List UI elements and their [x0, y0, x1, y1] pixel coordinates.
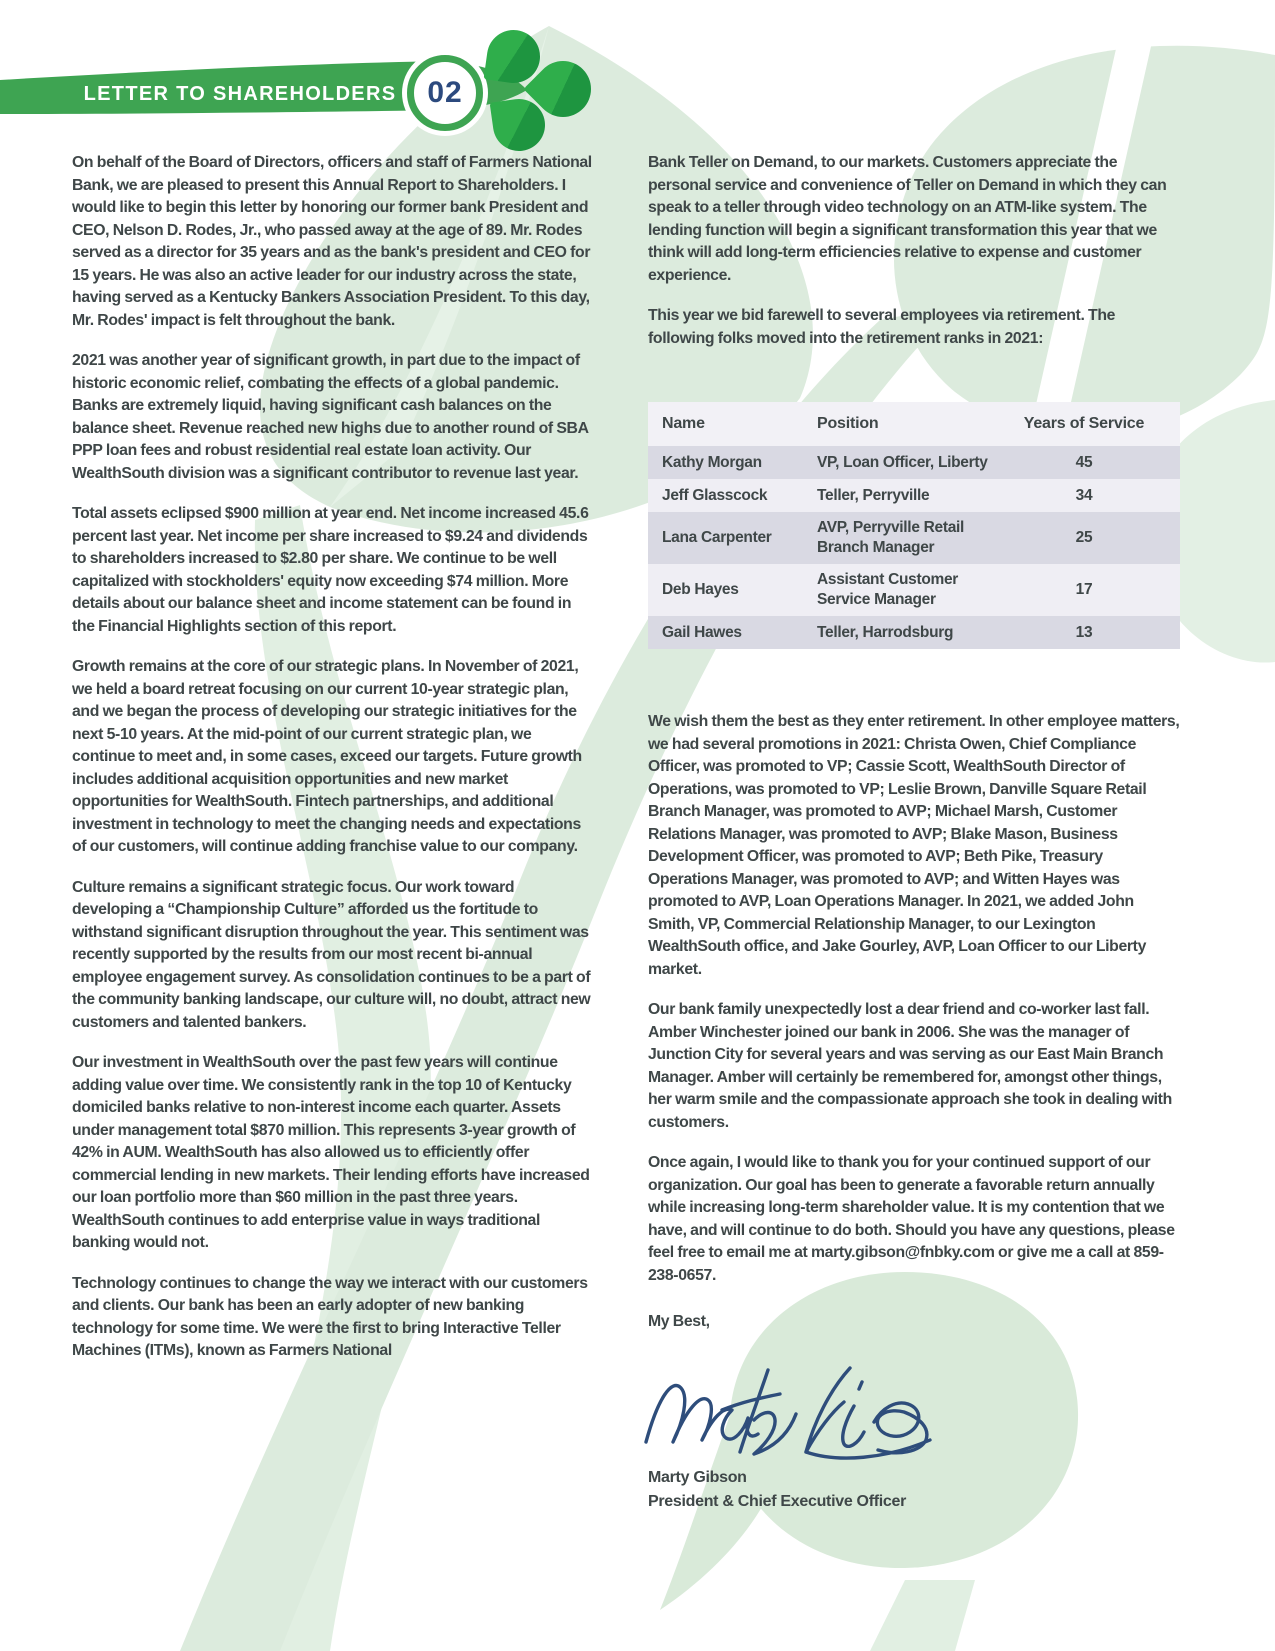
paragraph: This year we bid farewell to several employees via retirement. The following folks moved into the retirement ranks in 2021: [648, 307, 1116, 347]
table-header-row [648, 402, 1180, 446]
closing-text: or give me a call at [994, 1244, 1134, 1261]
years-cell: 25 [998, 512, 1180, 564]
paragraph: Growth remains at the core of our strategic plans. In November of 2021, we held a board retreat focusing on our current 10-year strategic plan, and we began the process of developing our strategic initiatives for the next 5-10 years. At the mid-point of our current strategic plan, we continue to meet and, in some cases, exceed our targets. Future growth includes additional acquisition opportunities and new market opportunities for WealthSouth. Fintech partnerships, and additional investment in technology to meet the changing needs and expectations of our customers, will continue adding franchise value to our company. [72, 658, 582, 855]
position-cell: Teller, Perryville [803, 479, 998, 512]
column-header-years-of-service: Years of Service [998, 402, 1180, 446]
page-number: 02 [427, 76, 463, 109]
paragraph: 2021 was another year of significant growth, in part due to the impact of historic economic relief, combating the effects of a global pandemic. Banks are extremely liquid, having significant cash balances on the balance sheet. Revenue reached new highs due to another round of SBA PPP loan fees and robust residential real estate loan activity. Our WealthSouth division was a significant contributor to revenue last year. [72, 352, 589, 482]
signatory-name: Marty Gibson [648, 1468, 747, 1486]
name-cell: Lana Carpenter [648, 512, 803, 564]
retirement-table [648, 402, 1180, 649]
closing-text: Once again, I would like to thank you for your continued support of our organization. Our goal has been to generate a favorable return annually while increasing long-term shareholder value. It is my contention that we have, and will continue to do both. Should you have any questions, please feel free to email me at [648, 1154, 1175, 1261]
right-column [648, 152, 1180, 1514]
name-cell: Gail Hawes [648, 616, 803, 649]
signatory-title: President & Chief Executive Officer [648, 1492, 907, 1510]
column-header-name: Name [648, 402, 803, 446]
years-cell: 45 [998, 446, 1180, 479]
years-cell: 34 [998, 479, 1180, 512]
paragraph: On behalf of the Board of Directors, officers and staff of Farmers National Bank, we are pleased to present this Annual Report to Shareholders. I would like to begin this letter by honoring our former bank President and CEO, Nelson D. Rodes, Jr., who passed away at the age of 89. Mr. Rodes served as a director for 35 years and as the bank's president and CEO for 15 years. He was also an active leader for our industry across the state, having served as a Kentucky Bankers Association President. To this day, Mr. Rodes' impact is felt throughout the bank. [72, 154, 592, 329]
table-row [648, 446, 1180, 479]
table-row [648, 616, 1180, 649]
table-row [648, 479, 1180, 512]
years-cell: 17 [998, 564, 1180, 616]
paragraph: Total assets eclipsed $900 million at year end. Net income increased 45.6 percent last year. Net income per share increased to $9.24 and dividends to shareholders increased to $2.80 per share. We continue to be well capitalized with stockholders' equity now exceeding $74 million. More details about our balance sheet and income statement can be found in the Financial Highlights section of this report. [72, 505, 589, 635]
valediction: My Best, [648, 1313, 710, 1330]
years-cell: 13 [998, 616, 1180, 649]
phone-number: 859-238-0657 [648, 1244, 1164, 1284]
name-cell: Deb Hayes [648, 564, 803, 616]
closing-text: . [711, 1266, 717, 1284]
table-row [648, 564, 1180, 616]
paragraph: Bank Teller on Demand, to our markets. Customers appreciate the personal service and convenience of Teller on Demand in which they can speak to a teller through video technology on an ATM-like system. The lending function will begin a significant transformation this year that we think will add long-term efficiencies relative to expense and customer experience. [648, 154, 1167, 284]
position-cell: VP, Loan Officer, Liberty [803, 446, 998, 479]
position-cell: Assistant Customer Service Manager [803, 564, 998, 616]
paragraph: We wish them the best as they enter retirement. In other employee matters, we had several promotions in 2021: Christa Owen, Chief Compliance Officer, was promoted to VP; Cassie Scott, WealthSouth Director of Operations, was promoted to VP; Leslie Brown, Danville Square Retail Branch Manager, was promoted to AVP; Michael Marsh, Customer Relations Manager, was promoted to AVP; Blake Mason, Business Development Officer, was promoted to AVP; Beth Pike, Treasury Operations Manager, was promoted to AVP; and Witten Hayes was promoted to AVP, Loan Operations Manager. In 2021, we added John Smith, VP, Commercial Relationship Manager, to our Lexington WealthSouth office, and Jake Gourley, AVP, Loan Officer to our Liberty market. [648, 713, 1180, 978]
closing-paragraph [648, 1152, 1180, 1287]
page-number-badge [407, 55, 483, 131]
column-header-position: Position [803, 402, 998, 446]
table-row [648, 512, 1180, 564]
name-cell: Jeff Glasscock [648, 479, 803, 512]
section-title: LETTER TO SHAREHOLDERS [83, 83, 397, 105]
email-address: marty.gibson@fnbky.com [810, 1244, 995, 1261]
paragraph: Culture remains a significant strategic focus. Our work toward developing a “Championship Culture” afforded us the fortitude to withstand significant disruption throughout the year. This sentiment was recently supported by the results from our most recent bi-annual employee engagement survey. As consolidation continues to be a part of the community banking landscape, our culture will, no doubt, attract new customers and talented bankers. [72, 878, 591, 1031]
position-cell: Teller, Harrodsburg [803, 616, 998, 649]
position-cell: AVP, Perryville Retail Branch Manager [803, 512, 998, 564]
signature [638, 1352, 938, 1464]
paragraph: Technology continues to change the way we interact with our customers and clients. Our bank has been an early adopter of new banking technology for some time. We were the first to bring Interactive Teller Machines (ITMs), known as Farmers National [72, 1274, 588, 1359]
paragraph: Our bank family unexpectedly lost a dear friend and co-worker last fall. Amber Winchester joined our bank in 2006. She was the manager of Junction City for several years and was serving as our East Main Branch Manager. Amber will certainly be remembered for, amongst other things, her warm smile and the compassionate approach she took in dealing with customers. [648, 1001, 1172, 1131]
paragraph: Our investment in WealthSouth over the past few years will continue adding value over time. We consistently rank in the top 10 of Kentucky domiciled banks relative to non-interest income each quarter. Assets under management total $870 million. This represents 3-year growth of 42% in AUM. WealthSouth has also allowed us to efficiently offer commercial lending in new markets. Their lending efforts have increased our loan portfolio more than $60 million in the past three years. WealthSouth continues to add enterprise value in ways traditional banking would not. [72, 1054, 590, 1251]
left-column [72, 152, 593, 1381]
name-cell: Kathy Morgan [648, 446, 803, 479]
